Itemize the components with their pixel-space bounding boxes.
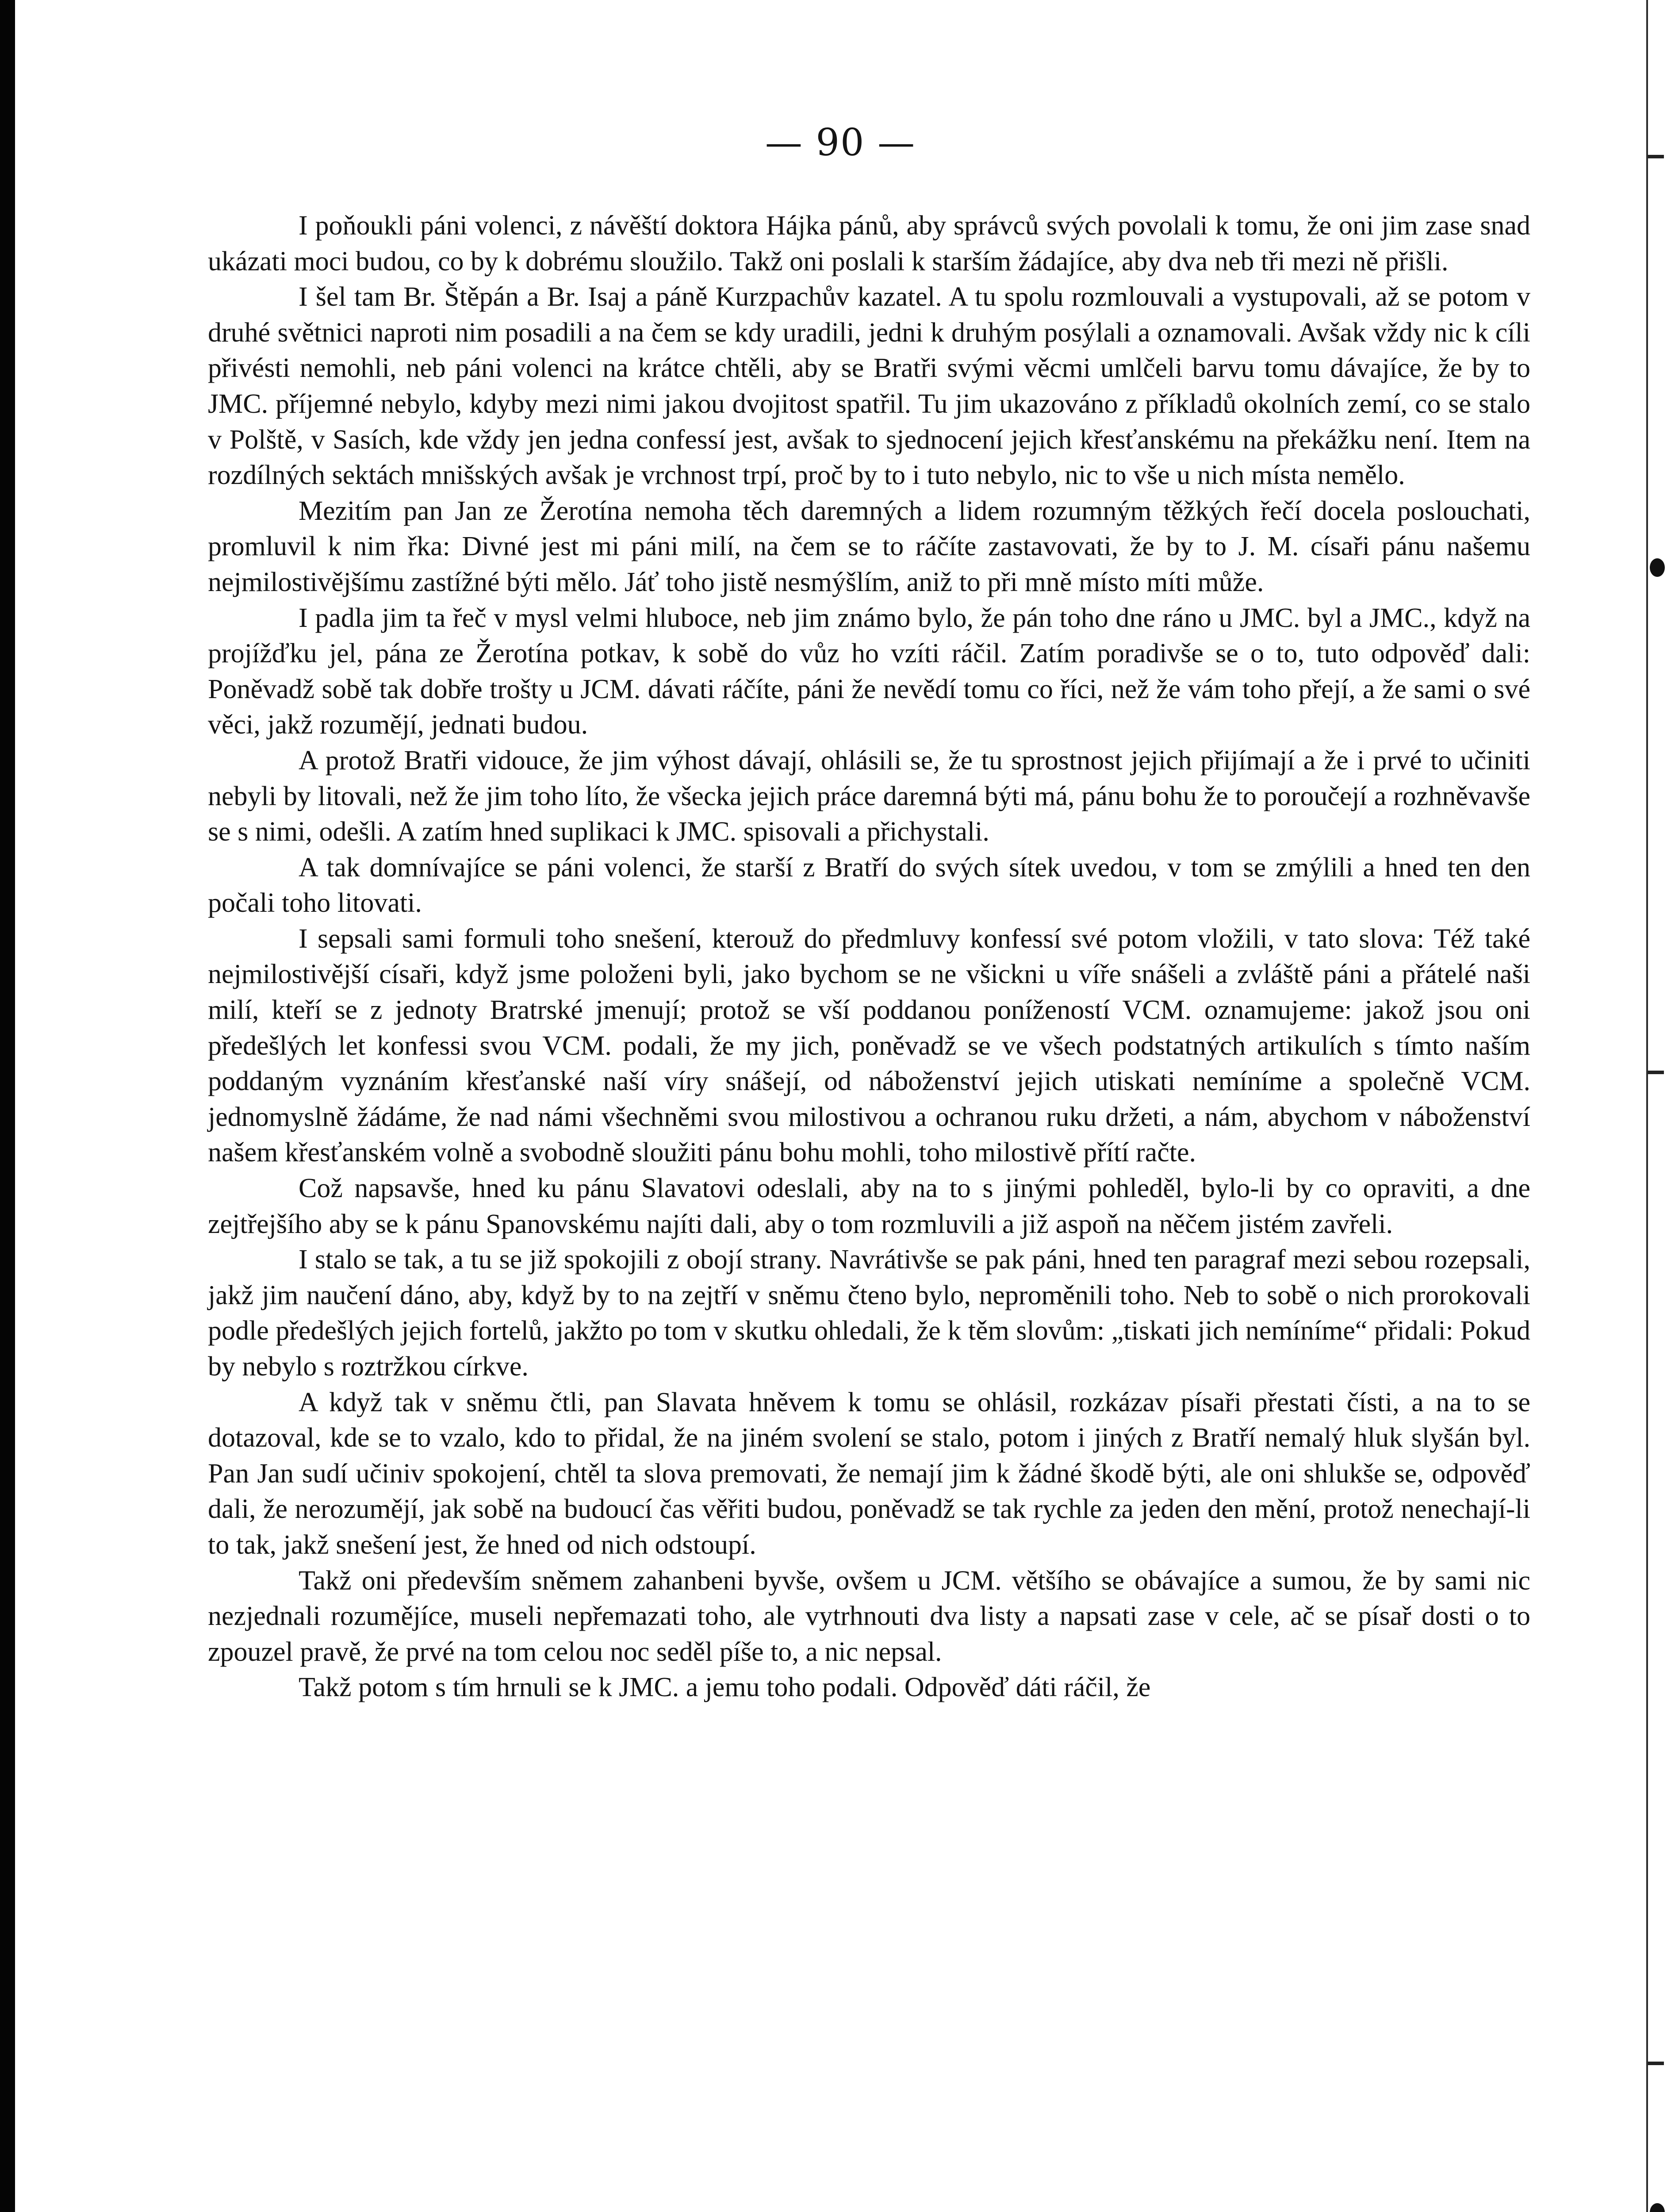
margin-tick [1648, 1071, 1664, 1074]
binding-hole [1650, 2203, 1665, 2212]
paragraph: I padla jim ta řeč v mysl velmi hluboce, neb jim známo bylo, že pán toho dne ráno u JMC. byl a JMC., když na projížďku jel, pána ze Žerotína potkav, k sobě do vůz ho vzíti ráčil. Zatím poradivše se o to, tuto odpověď dali: Poněvadž sobě tak dobře trošty u JCM. dávati ráčíte, páni že nevědí tomu co říci, než že vám toho přejí, a že sami o své věci, jakž rozumějí, jednati budou. [208, 603, 1530, 740]
body-text [208, 208, 1530, 1705]
scan-left-border [0, 0, 15, 2212]
paragraph: I poňoukli páni volenci, z návěští doktora Hájka pánů, aby správců svých povolali k tomu, že oni jim zase snad ukázati moci budou, co by k dobrému sloužilo. Takž oni poslali k starším žádajíce, aby dva neb tři mezi ně přišli. [208, 211, 1530, 276]
paragraph: I sepsali sami formuli toho snešení, kterouž do předmluvy konfessí své potom vložili, v tato slova: Též také nejmilostivější císaři, když jsme položeni byli, jako bychom se ne všickni u víře snášeli a zvláště páni a přátelé naši milí, kteří se z jednoty Bratrské jmenují; protož se vší poddanou ponížeností VCM. oznamujeme: jakož jsou oni předešlých let konfessi svou VCM. podali, že my jich, poněvadž se ve všech podstatných artikulích s tímto naším poddaným vyznáním křesťanské naší víry snášejí, od náboženství jejich utiskati nemíníme a společně VCM. jednomyslně žádáme, že nad námi všechněmi svou milostivou a ochranou ruku držeti, a nám, abychom v náboženství našem křesťanském volně a svobodně sloužiti pánu bohu mohli, toho milostivě přítí račte. [208, 923, 1530, 1168]
paragraph: Takž potom s tím hrnuli se k JMC. a jemu toho podali. Odpověď dáti ráčil, že [299, 1672, 1151, 1703]
paragraph: A když tak v sněmu čtli, pan Slavata hněvem k tomu se ohlásil, rozkázav písaři přestati čísti, a na to se dotazoval, kde se to vzalo, kdo to přidal, že na jiném svolení se stalo, potom i jiných z Bratří nemalý hluk slyšán byl. Pan Jan sudí učiniv spokojení, chtěl ta slova premovati, že nemají jim k žádné škodě býti, ale oni shlukše se, odpověď dali, že nerozumějí, jak sobě na budoucí čas věřiti budou, poněvadž se tak rychle za jeden den mění, protož nenechají-li to tak, jakž snešení jest, že hned od nich odstoupí. [208, 1387, 1530, 1560]
scan-right-edge [1646, 0, 1648, 2212]
binding-hole [1650, 558, 1665, 577]
paragraph: I stalo se tak, a tu se již spokojili z obojí strany. Navrátivše se pak páni, hned ten paragraf mezi sebou rozepsali, jakž jim naučení dáno, aby, když by to na zejtří v sněmu čteno bylo, neproměnili toho. Neb to sobě o nich prorokovali podle předešlých jejich fortelů, jakžto po tom v skutku ohledali, že k těm slovům: „tiskati jich nemíníme“ přidali: Pokud by nebylo s roztržkou církve. [208, 1244, 1530, 1382]
margin-tick [1648, 2062, 1664, 2065]
paragraph: A tak domnívajíce se páni volenci, že starší z Bratří do svých sítek uvedou, v tom se zmýlili a hned ten den počali toho litovati. [208, 852, 1530, 918]
paragraph: Takž oni především sněmem zahanbeni byvše, ovšem u JCM. většího se obávajíce a sumou, že by sami nic nezjednali rozumějíce, museli nepřemazati toho, ale vytrhnouti dva listy a napsati zase v cele, ač se písař dosti o to zpouzel pravě, že prvé na tom celou noc seděl píše to, a nic nepsal. [208, 1565, 1530, 1667]
paragraph: Což napsavše, hned ku pánu Slavatovi odeslali, aby na to s jinými pohleděl, bylo-li by co opraviti, a dne zejtřejšího aby se k pánu Spanovskému najíti dali, aby o tom rozmluvili a již aspoň na něčem jistém zavřeli. [208, 1173, 1530, 1239]
paragraph: A protož Bratři vidouce, že jim výhost dávají, ohlásili se, že tu sprostnost jejich přijímají a že i prvé to učiniti nebyli by litovali, než že jim toho líto, že všecka jejich práce daremná býti má, pánu bohu že to poroučejí a rozhněvavše se s nimi, odešli. A zatím hned suplikaci k JMC. spisovali a přichystali. [208, 745, 1530, 847]
paragraph: Mezitím pan Jan ze Žerotína nemoha těch daremných a lidem rozumným těžkých řečí docela poslouchati, promluvil k nim řka: Divné jest mi páni milí, na čem se to ráčíte zastavovati, že by to J. M. císaři pánu našemu nejmilostivějšímu zastížné býti mělo. Jáť toho jistě nesmýšlím, aniž to při mně místo míti může. [208, 495, 1530, 597]
page-number: — 90 — [765, 121, 916, 164]
margin-tick [1648, 155, 1664, 158]
paragraph: I šel tam Br. Štěpán a Br. Isaj a páně Kurzpachův kazatel. A tu spolu rozmlouvali a vystupovali, až se potom v druhé světnici naproti nim posadili a na čem se kdy uradili, jedni k druhým posýlali a oznamovali. Avšak vždy nic k cíli přivésti nemohli, neb páni volenci na krátce chtěli, aby se Bratři svými věcmi umlčeli barvu tomu dávajíce, že by to JMC. příjemné nebylo, kdyby mezi nimi jakou dvojitost spatřil. Tu jim ukazováno z příkladů okolních zemí, co se stalo v Polště, v Sasích, kde vždy jen jedna confessí jest, avšak to sjednocení jejich křesťanskému na překážku není. Item na rozdílných sektách mnišských avšak je vrchnost trpí, proč by to i tuto nebylo, nic to vše u nich místa nemělo. [208, 282, 1530, 491]
